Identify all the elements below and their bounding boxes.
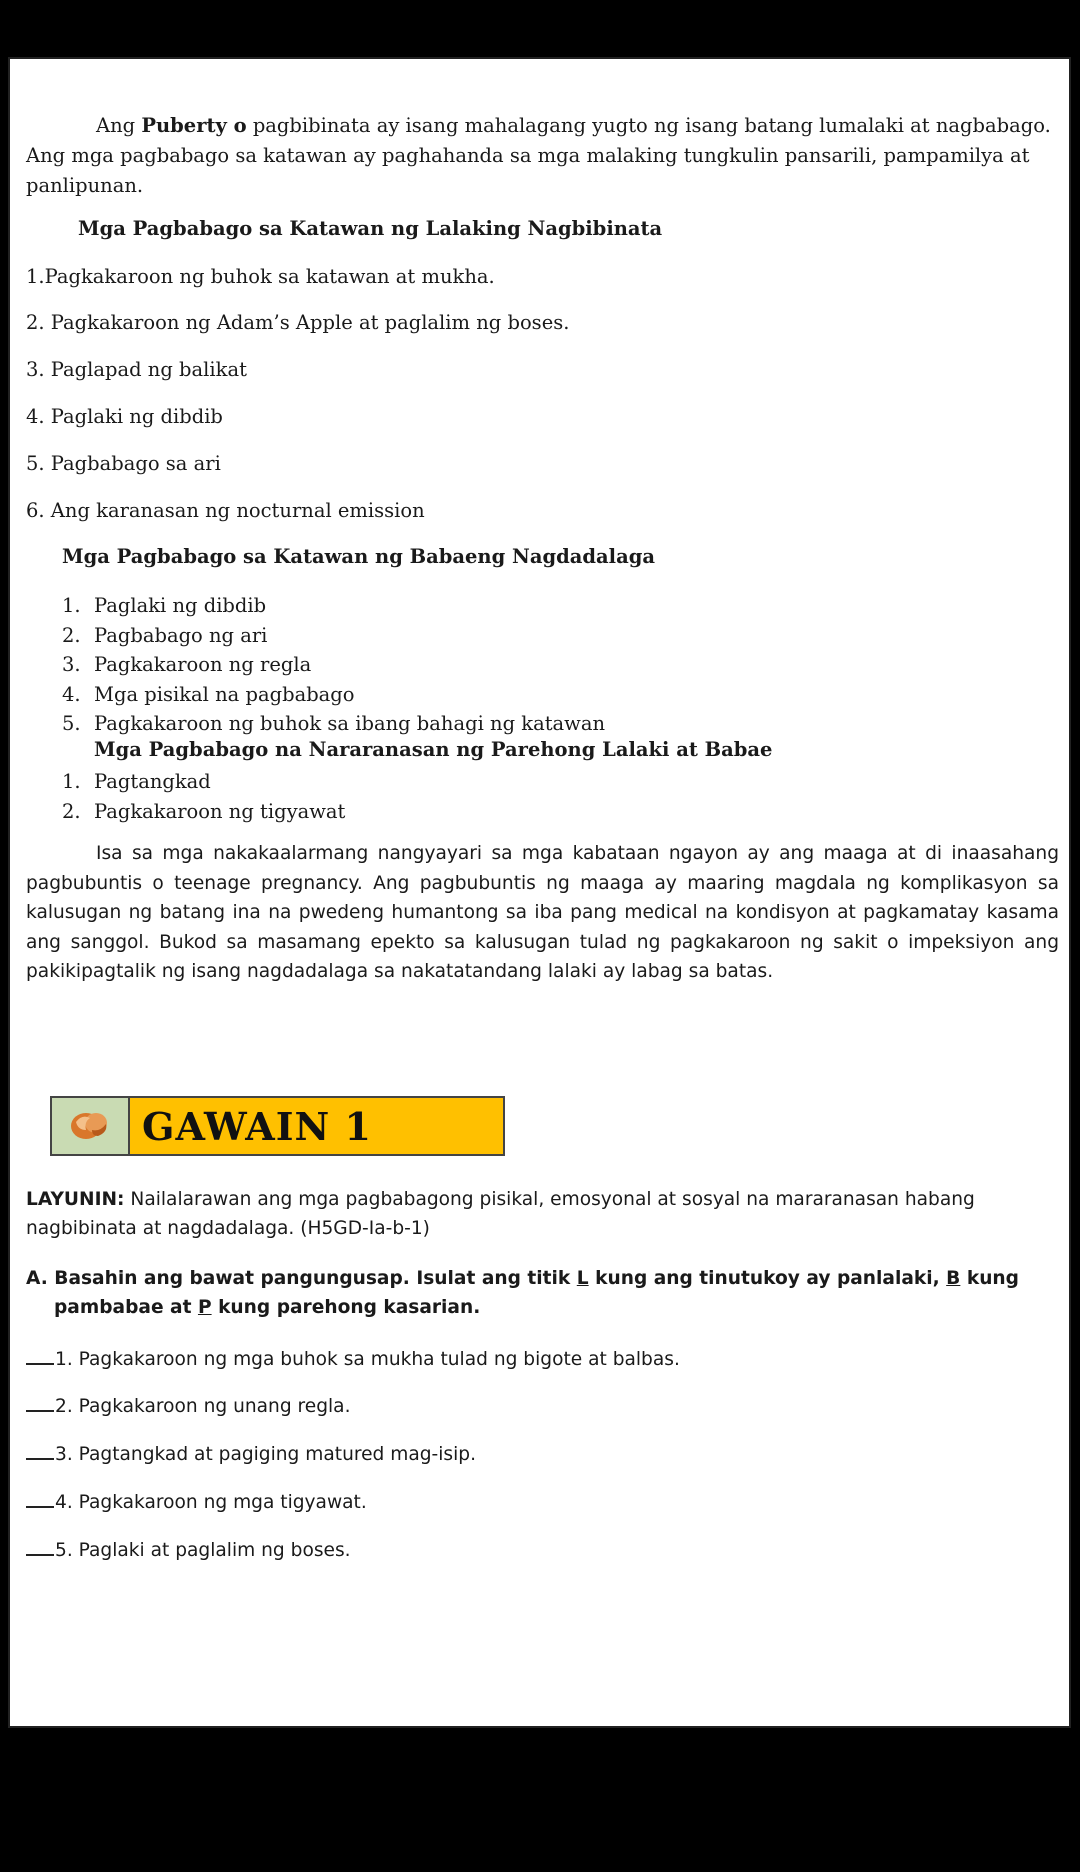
both-list — [62, 767, 345, 826]
teen-pregnancy-paragraph: Isa sa mga nakakaalarmang nangyayari sa mga kabataan ngayon ay ang maaga at di inaasahang pagbubuntis o teenage pregnancy. Ang pagbubuntis ng maaga ay maaring magdala ng komplikasyon sa kalusugan ng batang ina na pwedeng humantong sa iba pang medical na kondisyon at pagkamatay kasama ang sanggol. Bukod sa masamang epekto sa kalusugan tulad ng pagkakaroon ng sakit o impeksiyon ang pakikipagtalik ng isang nagdadalaga sa nakatatandang lalaki ay labag sa batas. — [26, 843, 1059, 982]
intro-rest: pagbibinata ay isang mahalagang yugto ng isang batang lumalaki at nagbabago. Ang mga pagbabago sa katawan ay paghahanda sa mga malaking tungkulin pansarili, pampamilya at panlipunan. — [26, 114, 1051, 197]
both-heading: Mga Pagbabago na Nararanasan ng Parehong Lalaki at Babae — [94, 738, 773, 761]
list-item: 2. Pagbabago ng ari — [62, 623, 268, 647]
list-item: 4. Mga pisikal na pagbabago — [62, 682, 355, 706]
hands-icon — [52, 1098, 130, 1154]
list-item: 1. Pagtangkad — [62, 770, 211, 793]
question-3: 3. Pagtangkad at pagiging matured mag-isip. — [26, 1442, 476, 1465]
gawain-banner — [50, 1096, 505, 1156]
list-item: 1. Paglaki ng dibdib — [62, 594, 267, 617]
boys-item-5: 5. Pagbabago sa ari — [26, 452, 221, 475]
intro-term: Puberty o — [141, 114, 247, 137]
intro-paragraph — [26, 111, 1056, 201]
worksheet-page — [8, 57, 1071, 1728]
layunin-body: Nailalarawan ang mga pagbabagong pisikal, emosyonal at sosyal na mararanasan habang nagbibinata at nagdadalaga. (H5GD-Ia-b-1) — [26, 1189, 975, 1239]
boys-heading: Mga Pagbabago sa Katawan ng Lalaking Nagbibinata — [78, 217, 663, 240]
answer-blank[interactable] — [26, 1442, 54, 1460]
layunin-text — [26, 1185, 1066, 1243]
answer-blank[interactable] — [26, 1490, 54, 1508]
gawain-title: GAWAIN 1 — [130, 1098, 503, 1154]
layunin-label: LAYUNIN: — [26, 1189, 125, 1210]
question-4: 4. Pagkakaroon ng mga tigyawat. — [26, 1490, 367, 1513]
answer-blank[interactable] — [26, 1538, 54, 1556]
list-item: 2. Pagkakaroon ng tigyawat — [62, 799, 346, 823]
girls-list — [62, 591, 605, 739]
list-item: 3. Pagkakaroon ng regla — [62, 653, 312, 676]
list-item: 5. Pagkakaroon ng buhok sa ibang bahagi ng katawan — [62, 712, 606, 735]
boys-item-3: 3. Paglapad ng balikat — [26, 358, 247, 381]
boys-item-1: 1.Pagkakaroon ng buhok sa katawan at mukha. — [26, 265, 495, 288]
answer-blank[interactable] — [26, 1394, 54, 1412]
answer-blank[interactable] — [26, 1347, 54, 1365]
boys-item-6: 6. Ang karanasan ng nocturnal emission — [26, 499, 425, 522]
boys-item-4: 4. Paglaki ng dibdib — [26, 405, 223, 428]
girls-heading: Mga Pagbabago sa Katawan ng Babaeng Nagdadalaga — [62, 545, 655, 568]
question-5: 5. Paglaki at paglalim ng boses. — [26, 1538, 351, 1561]
instruction-text: A. Basahin ang bawat pangungusap. Isulat ang titik L kung ang tinutukoy ay panlalaki, B kung pambabae at P kung parehong kasarian. — [26, 1268, 1019, 1318]
question-2: 2. Pagkakaroon ng unang regla. — [26, 1394, 350, 1417]
boys-item-2: 2. Pagkakaroon ng Adam’s Apple at paglalim ng boses. — [26, 311, 570, 334]
intro-lead: Ang — [96, 114, 142, 137]
question-1: 1. Pagkakaroon ng mga buhok sa mukha tulad ng bigote at balbas. — [26, 1347, 680, 1370]
